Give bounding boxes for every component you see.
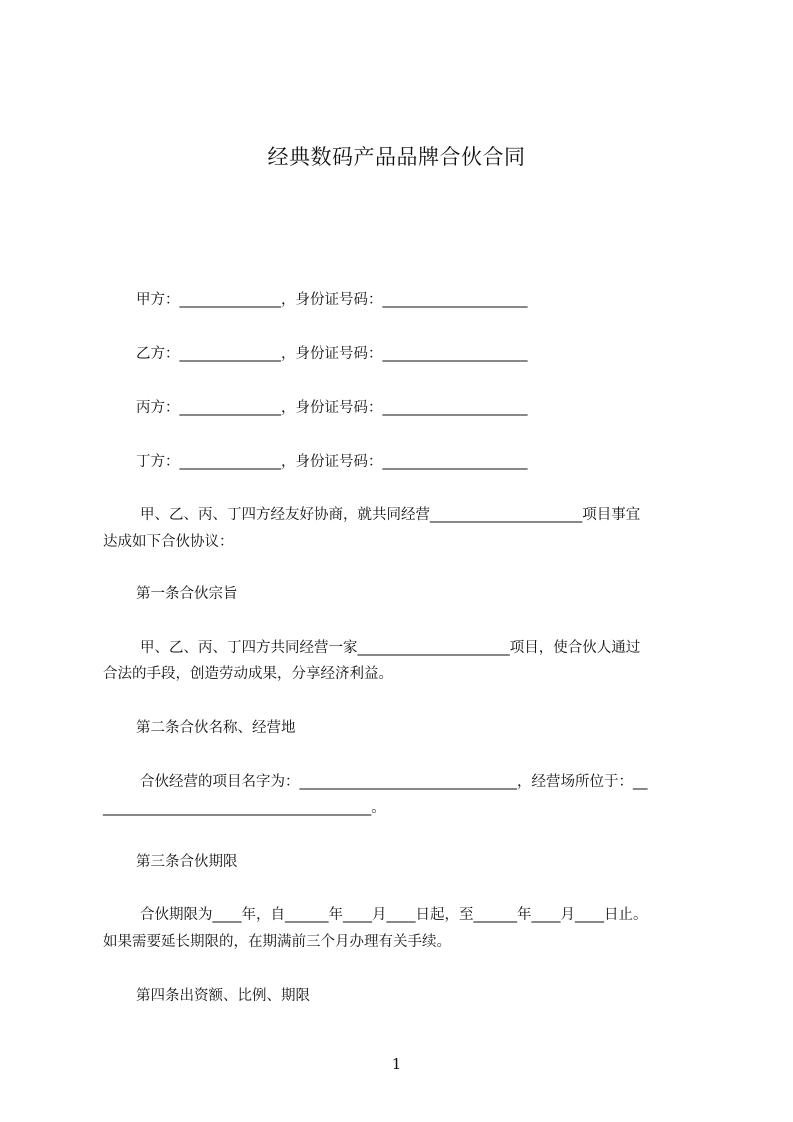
article-2-line-1: 合伙经营的项目名字为：______________________________，经营场所位于：__ bbox=[140, 774, 648, 790]
article-3-line-2: 如果需要延长期限的，在期满前三个月办理有关手续。 bbox=[103, 934, 451, 950]
article-3-heading: 第三条合伙期限 bbox=[136, 854, 238, 870]
party-a-line: 甲方：______________，身份证号码：____________________ bbox=[136, 292, 528, 308]
article-2-heading: 第二条合伙名称、经营地 bbox=[136, 720, 296, 736]
article-1-line-1: 甲、乙、丙、丁四方共同经营一家_____________________项目，使合伙人通过 bbox=[140, 640, 641, 656]
party-c-line: 丙方：______________，身份证号码：____________________ bbox=[136, 400, 528, 416]
article-4-heading: 第四条出资额、比例、期限 bbox=[136, 988, 310, 1004]
party-b-line: 乙方：______________，身份证号码：____________________ bbox=[136, 346, 528, 362]
document-title: 经典数码产品品牌合伙合同 bbox=[267, 145, 526, 169]
intro-paragraph-line-2: 达成如下合伙协议： bbox=[103, 534, 234, 550]
party-d-line: 丁方：______________，身份证号码：____________________ bbox=[136, 454, 528, 470]
article-3-line-1: 合伙期限为____年，自______年____月____日起，至______年____月____日止。 bbox=[140, 907, 648, 923]
article-2-line-2: _____________________________________。 bbox=[103, 800, 386, 816]
article-1-line-2: 合法的手段，创造劳动成果，分享经济利益。 bbox=[103, 666, 393, 682]
article-1-heading: 第一条合伙宗旨 bbox=[136, 586, 238, 602]
page-number: 1 bbox=[391, 1055, 402, 1073]
intro-paragraph-line-1: 甲、乙、丙、丁四方经友好协商，就共同经营_____________________项目事宜 bbox=[140, 507, 641, 523]
